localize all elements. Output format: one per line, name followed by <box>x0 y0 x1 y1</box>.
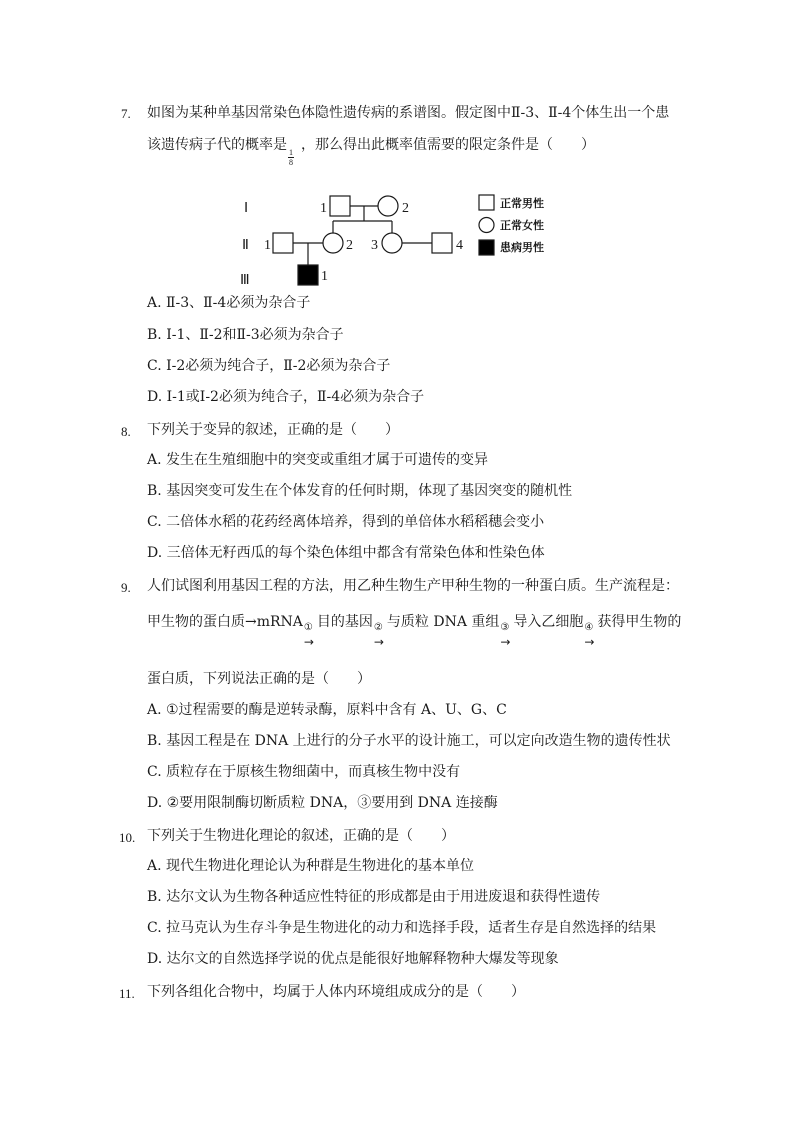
flow-marker-4: ④ <box>584 622 594 633</box>
flow-step-introduce: 导入乙细胞 <box>513 614 584 630</box>
flow-step-recombine: 与质粒 DNA 重组 <box>386 614 500 630</box>
q8-option-b[interactable]: B. 基因突变可发生在个体发育的任何时期，体现了基因突变的随机性 <box>147 483 573 499</box>
flow-arrow-2: → <box>373 635 384 649</box>
flow-step-protein-mrna: 甲生物的蛋白质→mRNA <box>147 614 303 630</box>
q9-option-d[interactable]: D. ②要用限制酶切断质粒 DNA，③要用到 DNA 连接酶 <box>147 795 498 811</box>
q8-option-a[interactable]: A. 发生在生殖细胞中的突变或重组才属于可遗传的变异 <box>147 452 489 468</box>
pedigree-II4-square <box>432 233 452 253</box>
q9-stem-line3: 蛋白质，下列说法正确的是（ ） <box>147 671 371 687</box>
pedigree-diagram <box>230 188 560 290</box>
pedigree-III1-square-affected <box>298 265 318 285</box>
gen-I-label: Ⅰ <box>244 201 249 216</box>
q10-option-d[interactable]: D. 达尔文的自然选择学说的优点是能很好地解释物种大爆发等现象 <box>147 951 559 967</box>
gen-II-label: Ⅱ <box>242 238 249 253</box>
II1-label: 1 <box>264 238 271 253</box>
flow-arrow-4: → <box>584 635 595 649</box>
q11-stem: 下列各组化合物中，均属于人体内环境组成成分的是（ ） <box>147 984 525 1000</box>
q7-number: 7. <box>121 106 131 121</box>
flow-marker-3: ③ <box>500 622 510 633</box>
q9-stem-line1: 人们试图利用基因工程的方法，用乙种生物生产甲种生物的一种蛋白质。生产流程是： <box>147 578 679 594</box>
legend-affected-male-icon <box>479 240 494 255</box>
I1-label: 1 <box>320 201 327 216</box>
q9-flow-line <box>147 612 682 649</box>
pedigree-II3-circle <box>382 233 402 253</box>
q7-stem-line2 <box>147 135 595 155</box>
q8-option-c[interactable]: C. 二倍体水稻的花药经离体培养，得到的单倍体水稻稻穗会变小 <box>147 514 545 530</box>
legend-normal-female-icon <box>479 218 494 233</box>
II2-label: 2 <box>346 238 353 253</box>
gen-III-label: Ⅲ <box>240 273 250 288</box>
pedigree-I2-circle <box>378 196 398 216</box>
q7-stem-pre: 该遗传病子代的概率是 <box>147 137 287 153</box>
q7-option-a[interactable]: A. Ⅱ-3、Ⅱ-4必须为杂合子 <box>147 295 311 311</box>
q9-number: 9. <box>121 580 131 595</box>
flow-step-target-gene: 目的基因 <box>316 614 373 630</box>
flow-arrow-1: → <box>303 635 314 649</box>
flow-arrow-3: → <box>500 635 511 649</box>
pedigree-II2-circle <box>323 233 343 253</box>
q10-option-c[interactable]: C. 拉马克认为生存斗争是生物进化的动力和选择手段，适者生存是自然选择的结果 <box>147 920 657 936</box>
III1-label: 1 <box>321 269 328 284</box>
II4-label: 4 <box>456 238 463 253</box>
legend-normal-male: 正常男性 <box>500 198 544 210</box>
q10-stem: 下列关于生物进化理论的叙述，正确的是（ ） <box>147 828 455 844</box>
q9-option-c[interactable]: C. 质粒存在于原核生物细菌中，而真核生物中没有 <box>147 764 461 780</box>
q7-option-c[interactable]: C. Ⅰ-2必须为纯合子，Ⅱ-2必须为杂合子 <box>147 358 391 374</box>
legend-normal-female: 正常女性 <box>500 220 544 232</box>
q10-option-b[interactable]: B. 达尔文认为生物各种适应性特征的形成都是由于用进废退和获得性遗传 <box>147 889 601 905</box>
fraction-denominator: 8 <box>289 158 293 167</box>
legend-normal-male-icon <box>479 195 494 210</box>
I2-label: 2 <box>402 201 409 216</box>
q9-option-b[interactable]: B. 基因工程是在 DNA 上进行的分子水平的设计施工，可以定向改造生物的遗传性状 <box>147 733 671 749</box>
pedigree-I1-square <box>330 196 350 216</box>
q8-number: 8. <box>121 424 131 439</box>
q8-stem: 下列关于变异的叙述，正确的是（ ） <box>147 422 399 438</box>
q7-option-b[interactable]: B. Ⅰ-1、Ⅱ-2和Ⅱ-3必须为杂合子 <box>147 327 344 343</box>
pedigree-II1-square <box>273 233 293 253</box>
flow-marker-2: ② <box>373 622 383 633</box>
II3-label: 3 <box>371 238 378 253</box>
q10-number: 10. <box>119 830 136 845</box>
q10-option-a[interactable]: A. 现代生物进化理论认为种群是生物进化的基本单位 <box>147 858 475 874</box>
q7-option-d[interactable]: D. Ⅰ-1或Ⅰ-2必须为纯合子，Ⅱ-4必须为杂合子 <box>147 389 425 405</box>
legend-affected-male: 患病男性 <box>500 242 544 254</box>
q7-stem-line1: 如图为某种单基因常染色体隐性遗传病的系谱图。假定图中Ⅱ-3、Ⅱ-4个体生出一个患 <box>147 105 670 121</box>
q11-number: 11. <box>119 986 135 1001</box>
q7-stem-post: ，那么得出此概率值需要的限定条件是（ ） <box>301 137 595 153</box>
q7-fraction <box>286 148 296 167</box>
q9-option-a[interactable]: A. ①过程需要的酶是逆转录酶，原料中含有 A、U、G、C <box>147 702 507 718</box>
q8-option-d[interactable]: D. 三倍体无籽西瓜的每个染色体组中都含有常染色体和性染色体 <box>147 545 545 561</box>
flow-marker-1: ① <box>303 622 313 633</box>
fraction-numerator: 1 <box>289 148 293 157</box>
flow-step-obtain: 获得甲生物的 <box>597 614 682 630</box>
